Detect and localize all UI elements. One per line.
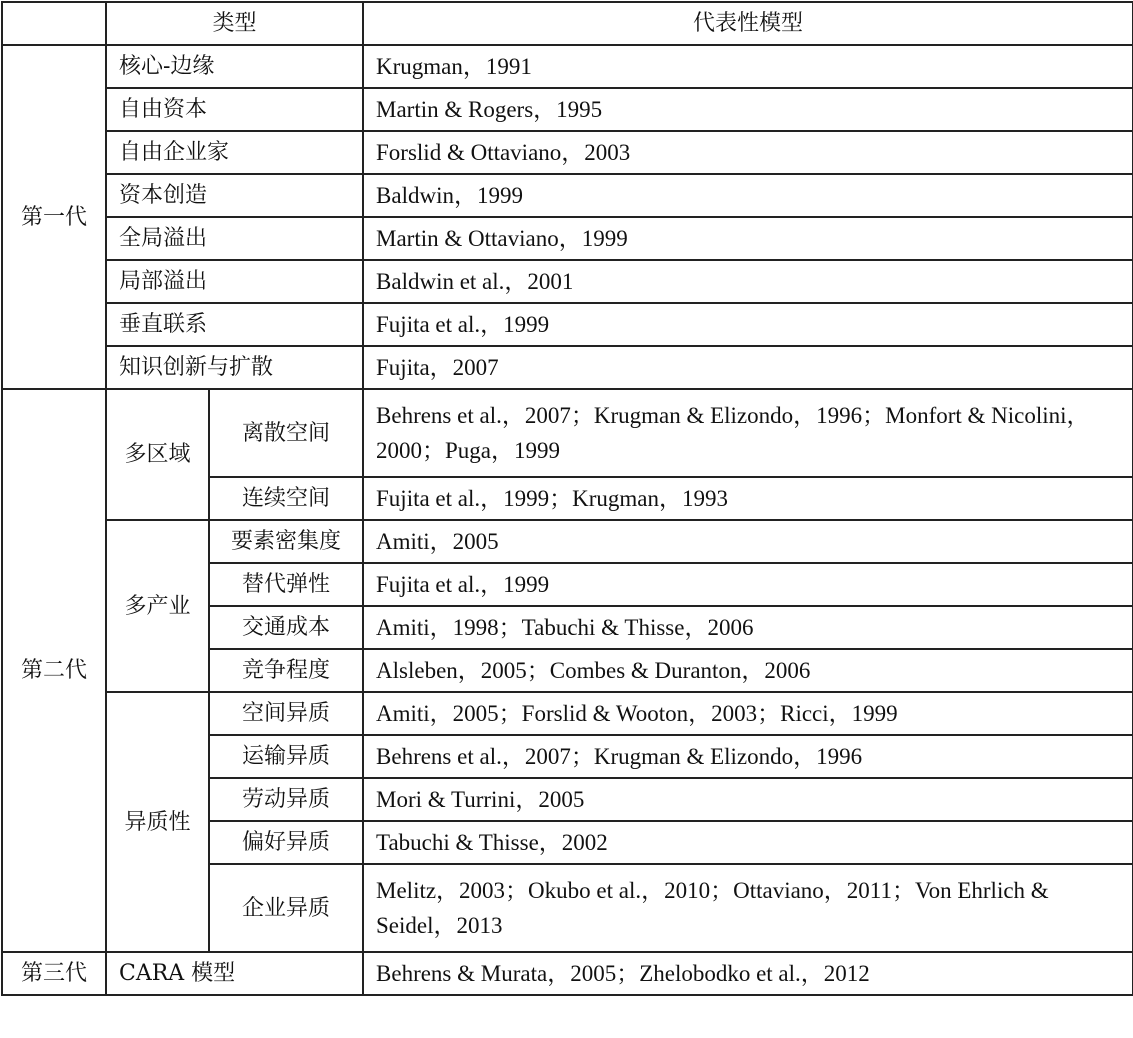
model-cell: Amiti，2005；Forslid & Wooton，2003；Ricci，1999: [363, 692, 1133, 735]
table-row: [2, 260, 1133, 303]
subtype-cell: 运输异质: [209, 735, 363, 778]
generation-3-label: 第三代: [2, 952, 106, 995]
model-cell: Fujita et al.，1999: [363, 303, 1133, 346]
table-row: [2, 952, 1133, 995]
subtype-cell: 要素密集度: [209, 520, 363, 563]
model-cell: Fujita et al.，1999；Krugman，1993: [363, 477, 1133, 520]
model-cell: Baldwin et al.，2001: [363, 260, 1133, 303]
subtype-cell: 连续空间: [209, 477, 363, 520]
model-cell: Behrens & Murata，2005；Zhelobodko et al.，2012: [363, 952, 1133, 995]
header-row: [2, 2, 1133, 45]
subtype-cell: 劳动异质: [209, 778, 363, 821]
table-row: [2, 45, 1133, 88]
model-cell: Martin & Rogers，1995: [363, 88, 1133, 131]
subtype-cell: 偏好异质: [209, 821, 363, 864]
model-cell: Forslid & Ottaviano，2003: [363, 131, 1133, 174]
model-cell: Melitz，2003；Okubo et al.，2010；Ottaviano，2011；Von Ehrlich & Seidel，2013: [363, 864, 1133, 952]
type-cell: 自由资本: [106, 88, 363, 131]
model-cell: Behrens et al.，2007；Krugman & Elizondo，1996；Monfort & Nicolini，2000；Puga，1999: [363, 389, 1133, 477]
type-cell: 局部溢出: [106, 260, 363, 303]
group-label: 异质性: [106, 692, 209, 952]
subtype-cell: 空间异质: [209, 692, 363, 735]
subtype-cell: 企业异质: [209, 864, 363, 952]
type-cell: CARA 模型: [106, 952, 363, 995]
type-cell: 资本创造: [106, 174, 363, 217]
table-row: [2, 692, 1133, 735]
model-cell: Fujita，2007: [363, 346, 1133, 389]
subtype-cell: 离散空间: [209, 389, 363, 477]
model-cell: Baldwin，1999: [363, 174, 1133, 217]
subtype-cell: 竞争程度: [209, 649, 363, 692]
model-cell: Amiti，2005: [363, 520, 1133, 563]
subtype-cell: 替代弹性: [209, 563, 363, 606]
type-cell: 核心-边缘: [106, 45, 363, 88]
model-cell: Amiti，1998；Tabuchi & Thisse，2006: [363, 606, 1133, 649]
type-cell: 自由企业家: [106, 131, 363, 174]
model-cell: Mori & Turrini，2005: [363, 778, 1133, 821]
table-row: [2, 217, 1133, 260]
table-row: [2, 520, 1133, 563]
generation-2-label: 第二代: [2, 389, 106, 952]
type-cell: 知识创新与扩散: [106, 346, 363, 389]
table-row: [2, 131, 1133, 174]
type-cell: 全局溢出: [106, 217, 363, 260]
model-cell: Behrens et al.，2007；Krugman & Elizondo，1996: [363, 735, 1133, 778]
generation-1-label: 第一代: [2, 45, 106, 389]
group-label: 多产业: [106, 520, 209, 692]
subtype-cell: 交通成本: [209, 606, 363, 649]
model-cell: Fujita et al.，1999: [363, 563, 1133, 606]
corner-cell: [2, 2, 106, 45]
type-cell: 垂直联系: [106, 303, 363, 346]
group-label: 多区域: [106, 389, 209, 520]
type-header: 类型: [106, 2, 363, 45]
table-row: [2, 303, 1133, 346]
model-table: [1, 1, 1133, 996]
model-cell: Alsleben，2005；Combes & Duranton，2006: [363, 649, 1133, 692]
model-header: 代表性模型: [363, 2, 1133, 45]
table-row: [2, 389, 1133, 477]
model-cell: Krugman，1991: [363, 45, 1133, 88]
model-cell: Martin & Ottaviano，1999: [363, 217, 1133, 260]
table-row: [2, 88, 1133, 131]
table-row: [2, 174, 1133, 217]
table-row: [2, 346, 1133, 389]
model-cell: Tabuchi & Thisse，2002: [363, 821, 1133, 864]
